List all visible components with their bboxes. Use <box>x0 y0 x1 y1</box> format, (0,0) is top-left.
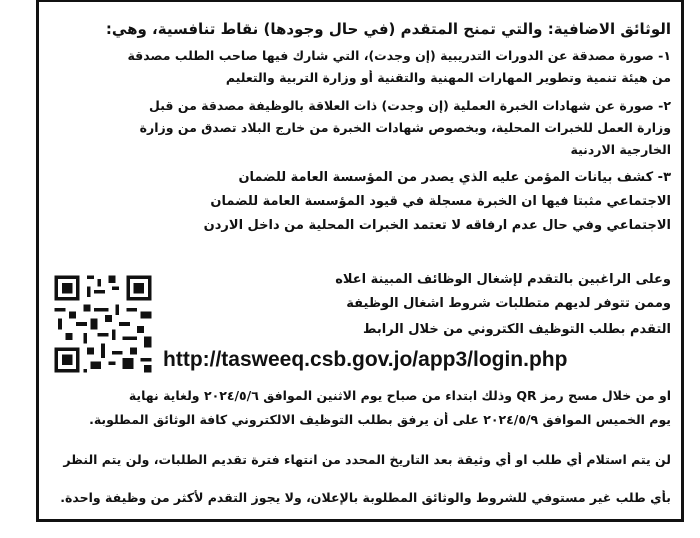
item-3-line-3: الاجتماعي وفي حال عدم ارفاقه لا تعتمد الخبرات المحلية من داخل الاردن <box>203 218 671 233</box>
period-line-1: او من خلال مسح رمز QR وذلك ابتداء من صباح يوم الاثنين الموافق ٢٠٢٤/٥/٦ ولغاية نهاية <box>128 388 671 403</box>
item-2-line-1: ٢- صورة عن شهادات الخبرة العملية (إن وجدت) ذات العلاقة بالوظيفة مصدقة من قبل <box>149 98 671 113</box>
qr-code-icon[interactable] <box>51 272 155 376</box>
item-1-line-1: ١- صورة مصدقة عن الدورات التدريبية (إن وجدت)، التي شارك فيها صاحب الطلب مصدقة <box>127 48 671 63</box>
item-2-line-3: الخارجية الاردنية <box>570 142 671 157</box>
notice-line-2: بأي طلب غير مستوفي للشروط والوثائق المطلوبة بالإعلان، ولا يجوز التقدم لأكثر من وظيفة واحدة. <box>60 490 671 505</box>
applicants-line-3: التقدم بطلب التوظيف الكتروني من خلال الرابط <box>363 322 671 337</box>
announcement-box <box>36 0 684 522</box>
period-line-2: يوم الخميس الموافق ٢٠٢٤/٥/٩ على أن يرفق بطلب التوظيف الالكتروني كافة الوثائق المطلوبة. <box>89 412 671 427</box>
additional-documents-heading: الوثائق الاضافية: والتي تمنح المتقدم (في حال وجودها) نقاط تنافسية، وهي: <box>105 20 671 38</box>
item-3-line-1: ٣- كشف بيانات المؤمن عليه الذي يصدر من المؤسسة العامة للضمان <box>238 170 671 185</box>
item-3-line-2: الاجتماعي مثبتا فيها ان الخبرة مسجلة في قيود المؤسسة العامة للضمان <box>210 194 671 209</box>
item-1-line-2: من هيئة تنمية وتطوير المهارات المهنية والتقنية أو وزارة التربية والتعليم <box>225 70 671 85</box>
applicants-line-1: وعلى الراغبين بالتقدم لإشغال الوظائف المبينة اعلاه <box>335 272 671 287</box>
notice-line-1: لن يتم استلام أي طلب او أي وثيقة بعد التاريخ المحدد من انتهاء فترة تقديم الطلبات، ولن يتم النظر <box>63 452 671 467</box>
item-2-line-2: وزارة العمل للخبرات المحلية، وبخصوص شهادات الخبرة من خارج البلاد تصدق من وزارة <box>139 120 671 135</box>
application-url-link[interactable]: http://tasweeq.csb.gov.jo/app3/login.php <box>163 348 568 371</box>
applicants-line-2: وممن تتوفر لديهم متطلبات شروط اشغال الوظيفة <box>346 296 671 311</box>
